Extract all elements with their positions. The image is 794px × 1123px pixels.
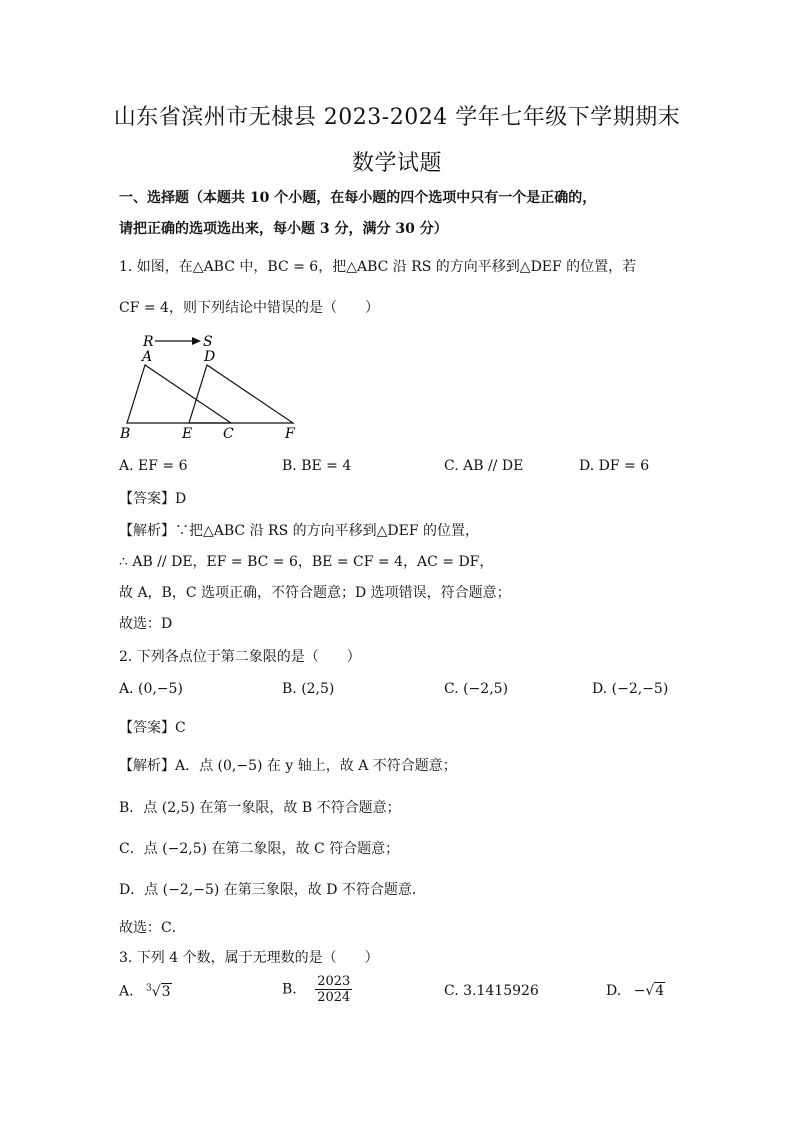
label-E: E <box>182 426 193 442</box>
q2-option-a: A. (0,−5) <box>119 681 183 697</box>
q3-option-a-radicand: 3 <box>161 983 171 1000</box>
q1-analysis-3: 故 A，B，C 选项正确，不符合题意；D 选项错误，符合题意； <box>119 585 511 601</box>
label-R: R <box>143 334 154 350</box>
q1-stem-line1: 1. 如图，在△ABC 中，BC = 6，把△ABC 沿 RS 的方向平移到△DEF 的位置，若 <box>119 259 637 275</box>
q1-translation-figure <box>115 330 315 442</box>
q3-option-c: C. 3.1415926 <box>444 983 539 999</box>
rs-arrow-head <box>192 337 201 345</box>
label-F: F <box>285 426 295 442</box>
q3-option-a-index: 3 <box>146 983 152 993</box>
q3-option-a: A. $^3$√3 <box>119 983 171 1000</box>
label-S: S <box>203 334 213 350</box>
section-heading-line1: 一、选择题（本题共 10 个小题，在每小题的四个选项中只有一个是正确的， <box>119 190 597 206</box>
label-C: C <box>223 426 234 442</box>
q3-option-b-label: B. <box>282 981 297 998</box>
label-A: A <box>142 349 153 365</box>
q3-option-d: D. −√4 <box>606 983 665 999</box>
q1-analysis-2: ∴ AB // DE，EF = BC = 6，BE = CF = 4，AC = DF， <box>119 554 494 570</box>
triangle-abc <box>127 365 231 423</box>
q3-option-d-sign: − <box>633 983 646 999</box>
label-B: B <box>120 426 131 442</box>
triangle-def <box>189 365 293 423</box>
q2-analysis-3: C．点 (−2,5) 在第二象限，故 C 符合题意； <box>119 841 400 857</box>
q2-analysis-4: D．点 (−2,−5) 在第三象限，故 D 不符合题意． <box>119 882 426 898</box>
q2-option-c: C. (−2,5) <box>444 681 509 697</box>
q1-analysis-4: 故选：D <box>119 616 173 632</box>
q3-option-b-fraction <box>315 974 352 1005</box>
q2-analysis-2: B．点 (2,5) 在第一象限，故 B 不符合题意； <box>119 800 401 816</box>
q3-option-b-numerator: 2023 <box>317 974 351 989</box>
exam-subtitle: 数学试题 <box>351 151 442 176</box>
q1-option-d: D. DF = 6 <box>579 458 650 474</box>
q1-analysis-1: 【解析】∵把△ABC 沿 RS 的方向平移到△DEF 的位置， <box>119 523 479 539</box>
q1-option-b: B. BE = 4 <box>282 458 352 474</box>
section-heading-line2: 请把正确的选项选出来，每小题 3 分，满分 30 分） <box>119 221 448 237</box>
q2-stem: 2. 下列各点位于第二象限的是（ ） <box>119 649 361 665</box>
q2-answer: 【答案】C <box>119 720 186 736</box>
q1-option-c: C. AB // DE <box>444 458 524 474</box>
q2-analysis-5: 故选：C． <box>119 920 186 936</box>
q3-option-b-denominator: 2024 <box>317 990 351 1005</box>
q3-option-d-radicand: 4 <box>655 983 665 999</box>
q3-option-d-label: D. <box>606 983 622 999</box>
label-D: D <box>204 349 216 365</box>
q3-option-b <box>282 974 352 1005</box>
q3-stem: 3. 下列 4 个数，属于无理数的是（ ） <box>119 950 379 966</box>
q1-stem-line2: CF = 4，则下列结论中错误的是（ ） <box>119 300 379 316</box>
q2-option-d: D. (−2,−5) <box>592 681 669 697</box>
q1-option-a: A. EF = 6 <box>119 458 188 474</box>
exam-title: 山东省滨州市无棣县 2023-2024 学年七年级下学期期末 <box>113 105 681 130</box>
q2-option-b: B. (2,5) <box>282 681 335 697</box>
q3-option-a-label: A. <box>119 983 134 1000</box>
q2-analysis-1: 【解析】A．点 (0,−5) 在 y 轴上，故 A 不符合题意； <box>119 758 457 774</box>
q1-answer: 【答案】D <box>119 491 187 507</box>
